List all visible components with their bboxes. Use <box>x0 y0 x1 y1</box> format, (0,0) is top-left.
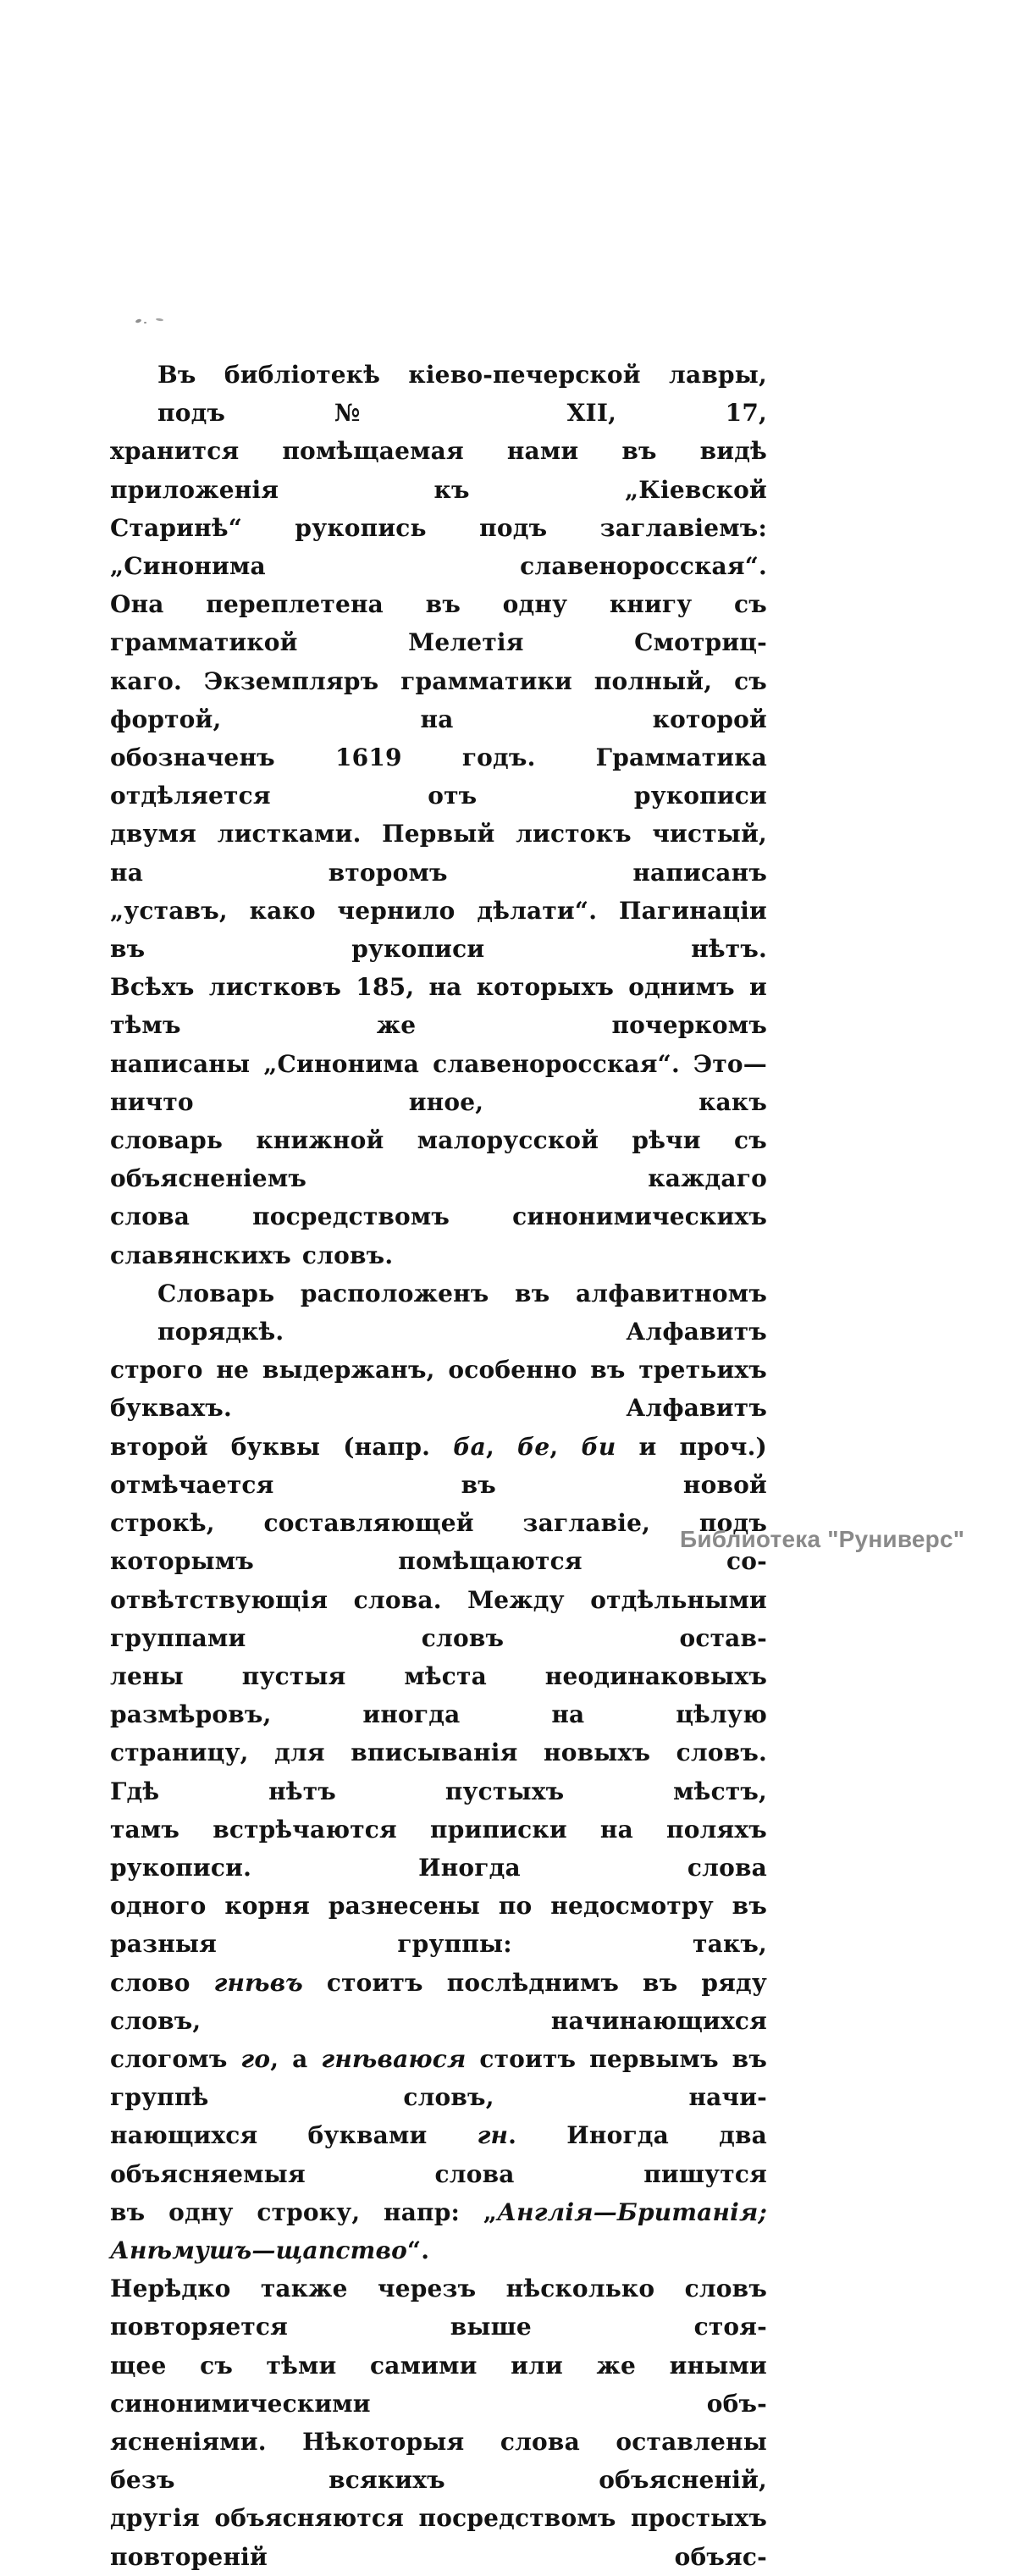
italic-term: го <box>240 2044 271 2073</box>
text-segment: “. <box>406 2236 430 2264</box>
text-segment: написаны „Синонима славеноросская“. Это—ничто иное, какъ <box>110 1049 767 1116</box>
text-line <box>110 1887 767 1963</box>
text-segment: щее съ тѣми самими или же иными синонимическими объ- <box>110 2351 767 2418</box>
text-segment: другія объясняются посредствомъ простыхъ повтореній объяс- <box>110 2504 767 2571</box>
italic-term: бе <box>516 1432 550 1461</box>
italic-term: гн <box>477 2121 509 2150</box>
text-line <box>110 1351 767 1427</box>
text-line <box>110 1504 767 1580</box>
text-segment: обозначенъ 1619 годъ. Грамматика отдѣляется отъ рукописи <box>110 744 767 810</box>
text-line <box>110 1733 767 1810</box>
text-segment: лены пустыя мѣста неодинаковыхъ размѣровъ, иногда на цѣлую <box>110 1661 767 1729</box>
text-line <box>110 815 767 891</box>
text-segment: Нерѣдко также черезъ нѣсколько словъ повторяется выше стоя- <box>110 2275 767 2341</box>
text-line <box>110 432 767 508</box>
text-segment: нающихся буквами <box>110 2121 478 2150</box>
text-segment: „уставъ, како чернило дѣлати“. Пагинаціи въ рукописи нѣтъ. <box>110 896 767 964</box>
text-line <box>110 968 767 1044</box>
text-segment: одного корня разнесены по недосмотру въ разныя группы: такъ, <box>110 1892 767 1959</box>
text-line <box>110 2499 767 2575</box>
text-line <box>110 1197 767 1274</box>
text-segment: строкѣ, составляющей заглавіе, подъ которымъ помѣщаются со- <box>110 1509 767 1576</box>
text-segment: слово <box>110 1968 214 1997</box>
runivers-library-watermark: Библиотека "Руниверс" <box>680 1526 965 1552</box>
text-segment: двумя листками. Первый листокъ чистый, на второмъ написанъ <box>110 820 767 887</box>
text-segment: въ одну строку, напр: „ <box>110 2197 498 2226</box>
text-segment: слогомъ <box>110 2044 241 2073</box>
text-line <box>110 509 767 585</box>
text-segment: и проч.) отмѣчается въ новой <box>110 1432 767 1499</box>
text-line <box>110 356 767 432</box>
text-segment: , <box>485 1432 517 1461</box>
text-line <box>110 1045 767 1121</box>
text-segment: хранится помѣщаемая нами въ видѣ приложенія къ „Кіевской <box>110 437 767 504</box>
text-line <box>110 1964 767 2040</box>
text-segment: Она переплетена въ одну книгу съ грамматикой Мелетія Смотриц- <box>110 590 767 657</box>
text-segment: стоитъ послѣднимъ въ ряду словъ, начинающихся <box>110 1968 767 2035</box>
italic-term: ба <box>453 1432 486 1461</box>
text-segment: отвѣтствующія слова. Между отдѣльными группами словъ остав- <box>110 1585 767 1652</box>
text-line <box>110 1581 767 1657</box>
text-segment: , <box>549 1432 582 1461</box>
text-line <box>110 2116 767 2192</box>
text-segment: каго. Экземпляръ грамматики полный, съ фортой, на которой <box>110 666 767 733</box>
italic-term: Англія—Британія; Анѣмушъ—щапство <box>110 2197 767 2264</box>
text-line <box>110 662 767 738</box>
text-line <box>110 2040 767 2116</box>
text-line <box>110 585 767 661</box>
text-segment: слова посредствомъ синонимическихъ славянскихъ словъ. <box>110 1202 767 1269</box>
text-segment: второй буквы (напр. <box>110 1432 454 1461</box>
italic-term: би <box>581 1432 616 1461</box>
text-segment: , а <box>270 2044 322 2073</box>
text-segment: строго не выдержанъ, особенно въ третьихъ буквахъ. Алфавитъ <box>110 1356 767 1423</box>
text-segment: словарь книжной малорусской рѣчи съ объясненіемъ каждаго <box>110 1126 767 1193</box>
text-line <box>110 738 767 815</box>
text-line <box>110 1428 767 1504</box>
text-segment: стоитъ первымъ въ группѣ словъ, начи- <box>110 2044 768 2112</box>
text-line <box>110 1121 767 1197</box>
text-segment: Старинѣ“ рукопись подъ заглавіемъ: „Синонима славеноросская“. <box>110 513 767 581</box>
text-segment: ясненіями. Нѣкоторыя слова оставлены безъ всякихъ объясненій, <box>110 2427 767 2495</box>
text-segment: Словарь расположенъ въ алфавитномъ порядкѣ. Алфавитъ <box>157 1279 767 1346</box>
pencil-smudge-mark <box>134 317 173 325</box>
text-line <box>110 1810 767 1887</box>
text-segment: Всѣхъ листковъ 185, на которыхъ однимъ и тѣмъ же почеркомъ <box>110 973 767 1040</box>
italic-term: гнѣвъ <box>213 1968 303 1997</box>
italic-term: гнѣваюся <box>321 2044 467 2073</box>
text-line <box>110 1274 767 1351</box>
text-segment: тамъ встрѣчаются приписки на поляхъ рукописи. Иногда слова <box>110 1815 767 1882</box>
text-line <box>110 2347 767 2423</box>
text-segment: . Иногда два объясняемыя слова пишутся <box>110 2121 767 2188</box>
text-segment: Въ библіотекѣ кіево-печерской лавры, подъ № XII, 17, <box>157 361 767 428</box>
text-line <box>110 2423 767 2499</box>
body-text <box>110 356 767 2576</box>
text-line <box>110 2193 767 2269</box>
text-line <box>110 1657 767 1733</box>
text-segment: страницу, для вписыванія новыхъ словъ. Гдѣ нѣтъ пустыхъ мѣстъ, <box>110 1739 767 1805</box>
text-line <box>110 2269 767 2346</box>
text-line <box>110 892 767 968</box>
